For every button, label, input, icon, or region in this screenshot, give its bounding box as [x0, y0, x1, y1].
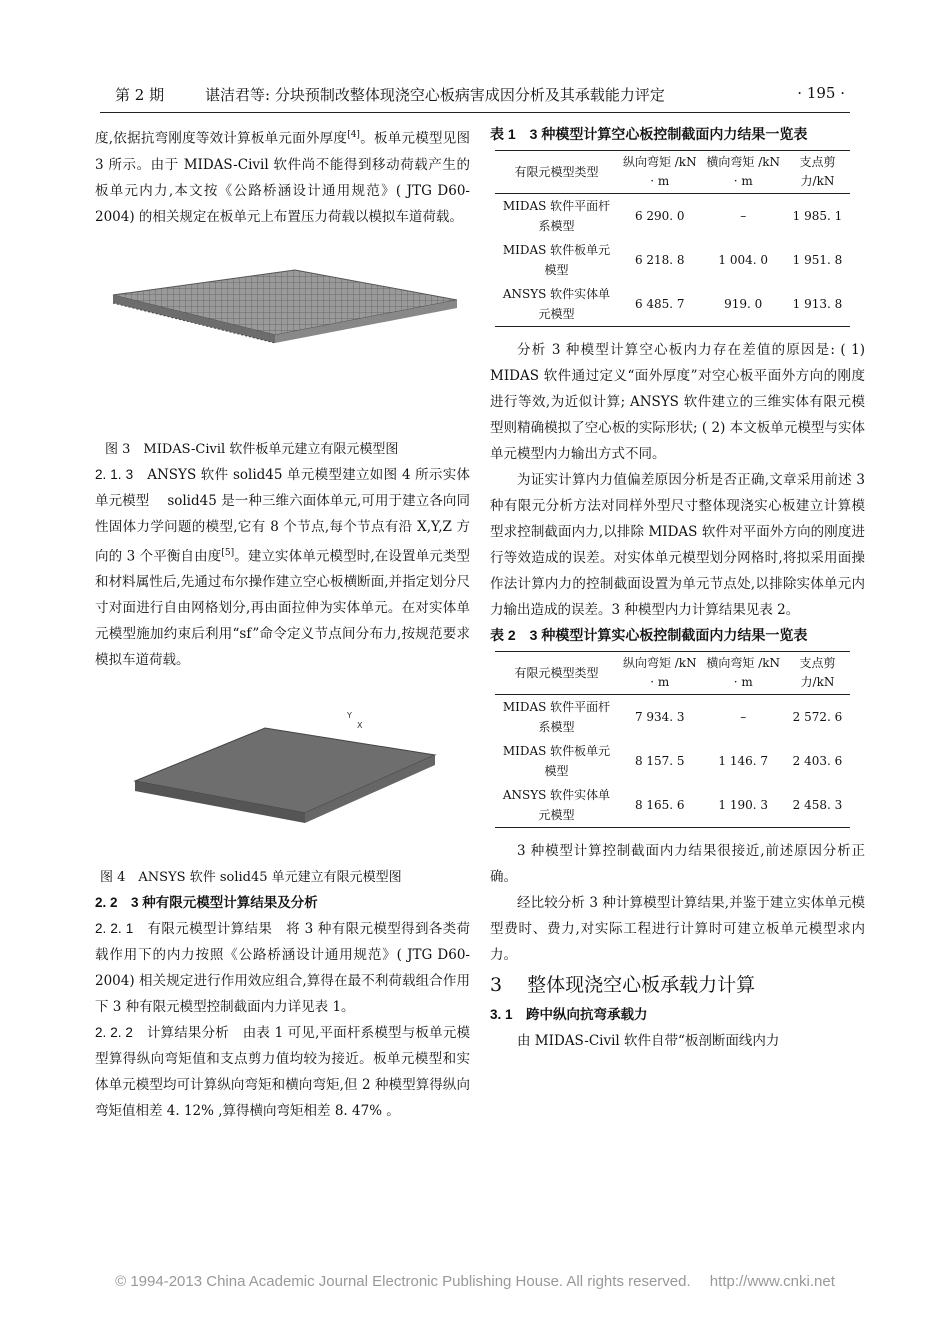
col-header-trans: 横向弯矩 /kN · m — [701, 652, 784, 695]
table-row: MIDAS 软件板单元模型 6 218. 8 1 004. 0 1 951. 8 — [502, 243, 843, 277]
running-title: 谌洁君等: 分块预制改整体现浇空心板病害成因分析及其承载能力评定 — [205, 86, 665, 104]
section-3-1-heading: 3. 1 跨中纵向抗弯承载力 — [490, 1007, 648, 1022]
section-3-heading: 3 整体现浇空心板承载力计算 — [490, 974, 756, 996]
figure-3-plate-model — [95, 240, 470, 430]
figure-4-solid-model — [95, 683, 470, 858]
table-row: ANSYS 软件实体单元模型 6 485. 7 919. 0 1 913. 8 — [502, 287, 843, 321]
section-2-2-2-title: 计算结果分析 — [146, 1025, 230, 1041]
section-2-2-1: 2. 2. 1 有限元模型计算结果 将 3 种有限元模型得到各类荷载作用下的内力按照《公路桥涵设计通用规范》( JTG D60-2004) 相关规定进行作用效应组合,算得在最不利荷载组合作用下 3 种有限元模型控制截面内力详见表 1。 — [95, 921, 471, 1015]
table-2-title: 表 2 3 种模型计算实心板控制截面内力结果一览表 — [490, 627, 808, 643]
table-row: MIDAS 软件板单元模型 8 157. 5 1 146. 7 2 403. 6 — [502, 744, 843, 778]
figure-3-caption: 图 3 MIDAS-Civil 软件板单元建立有限元模型图 — [105, 441, 399, 457]
solid-model-image — [95, 683, 470, 858]
figure-4-caption: 图 4 ANSYS 软件 solid45 单元建立有限元模型图 — [100, 870, 402, 885]
section-2-2-2: 2. 2. 2 计算结果分析 由表 1 可见,平面杆系模型与板单元模型算得纵向弯矩值和支点剪力值均较为接近。板单元模型和实体单元模型均可计算纵向弯矩和横向弯矩,但 2 种模型算得纵向弯矩值相差 4. 12% ,算得横向弯矩相差 8. 47% 。 — [95, 1025, 471, 1119]
running-header — [115, 84, 845, 104]
left-column — [95, 122, 470, 1124]
citation[interactable]: [5] — [221, 547, 235, 558]
col-header-trans: 横向弯矩 /kN · m — [701, 151, 784, 194]
paragraph-last: 由 MIDAS-Civil 软件自带“板剖断面线内力 — [517, 1033, 780, 1049]
paragraph-close: 3 种模型计算控制截面内力结果很接近,前述原因分析正确。 — [490, 843, 865, 885]
copyright-footer: © 1994-2013 China Academic Journal Electronic Publishing House. All rights reserved. http://www.cnki.net — [115, 1273, 835, 1290]
issue-number: 第 2 期 — [115, 86, 165, 104]
col-header-model: 有限元模型类型 — [495, 151, 618, 194]
paragraph-verify: 为证实计算内力值偏差原因分析是否正确,文章采用前述 3 种有限元分析方法对同样外型尺寸整体现浇实心板建立计算模型求控制截面内力,以排除 MIDAS 软件对平面外方向的刚度进行等效造成的误差。对实体单元模型划分网格时,将拟采用面操作法计算内力的控制截面设置为单元节点处,以排除实体单元内力输出造成的误差。3 种模型内力计算结果见表 2。 — [490, 472, 865, 618]
header-rule — [100, 112, 850, 113]
table-1 — [495, 150, 850, 327]
table-row: MIDAS 软件平面杆系模型 6 290. 0 – 1 985. 1 — [502, 199, 843, 233]
col-header-long: 纵向弯矩 /kN · m — [618, 151, 701, 194]
plate-model-image — [95, 240, 470, 430]
paragraph-reason: 分析 3 种模型计算空心板内力存在差值的原因是: ( 1) MIDAS 软件通过定义“面外厚度”对空心板平面外方向的刚度进行等效,为近似计算; ANSYS 软件建立的三维实体有限元模型则精确模拟了空心板的实际形状; ( 2) 本文板单元模型与实体单元模型内力输出方式不同。 — [490, 342, 865, 462]
col-header-model: 有限元模型类型 — [495, 652, 618, 695]
svg-text:Y: Y — [347, 711, 352, 720]
col-header-long: 纵向弯矩 /kN · m — [618, 652, 701, 695]
col-header-shear: 支点剪力/kN — [785, 652, 850, 695]
paragraph-compare: 经比较分析 3 种计算模型计算结果,并鉴于建立实体单元模型费时、费力,对实际工程进行计算时可建立板单元模型求内力。 — [490, 895, 865, 963]
table-row: MIDAS 软件平面杆系模型 7 934. 3 – 2 572. 6 — [502, 700, 843, 734]
right-column — [490, 122, 865, 1054]
paragraph-plate-model: 度,依据抗弯刚度等效计算板单元面外厚度[4]。板单元模型见图 3 所示。由于 MIDAS-Civil 软件尚不能得到移动荷载产生的板单元内力,本文按《公路桥涵设计通用规范》( JTG D60-2004) 的相关规定在板单元上布置压力荷载以模拟车道荷载。 — [95, 130, 470, 225]
col-header-shear: 支点剪力/kN — [785, 151, 850, 194]
citation[interactable]: [4] — [347, 130, 360, 140]
table-2 — [495, 651, 850, 828]
section-2-1-3: 2. 1. 3 ANSYS 软件 solid45 单元模型建立如图 4 所示实体单元模型 solid45 是一种三维六面体单元,可用于建立各向同性固体力学问题的模型,它有 8 个节点,每个节点有沿 X,Y,Z 方向的 3 个平衡自由度[5]。建立实体单元模型时,在设置单元类型和材料属性后,先通过布尔操作建立空心板横断面,并指定划分尺寸对面进行自由网格划分,再由面拉伸为实体单元。在对实体单元模型施加约束后利用“sf”命令定义节点间分布力,按规范要求模拟车道荷载。 — [95, 466, 471, 668]
svg-text:X: X — [357, 721, 363, 730]
section-2-2-heading: 2. 2 3 种有限元模型计算结果及分析 — [95, 895, 318, 910]
table-row: ANSYS 软件实体单元模型 8 165. 6 1 190. 3 2 458. 3 — [502, 788, 843, 822]
page-number: · 195 · — [797, 84, 845, 102]
table-1-title: 表 1 3 种模型计算空心板控制截面内力结果一览表 — [490, 126, 808, 142]
section-2-1-3-title: ANSYS 软件 solid45 单元模型建立如图 4 所示实体单元模型 — [95, 466, 471, 509]
section-2-2-1-title: 有限元模型计算结果 — [147, 921, 273, 937]
